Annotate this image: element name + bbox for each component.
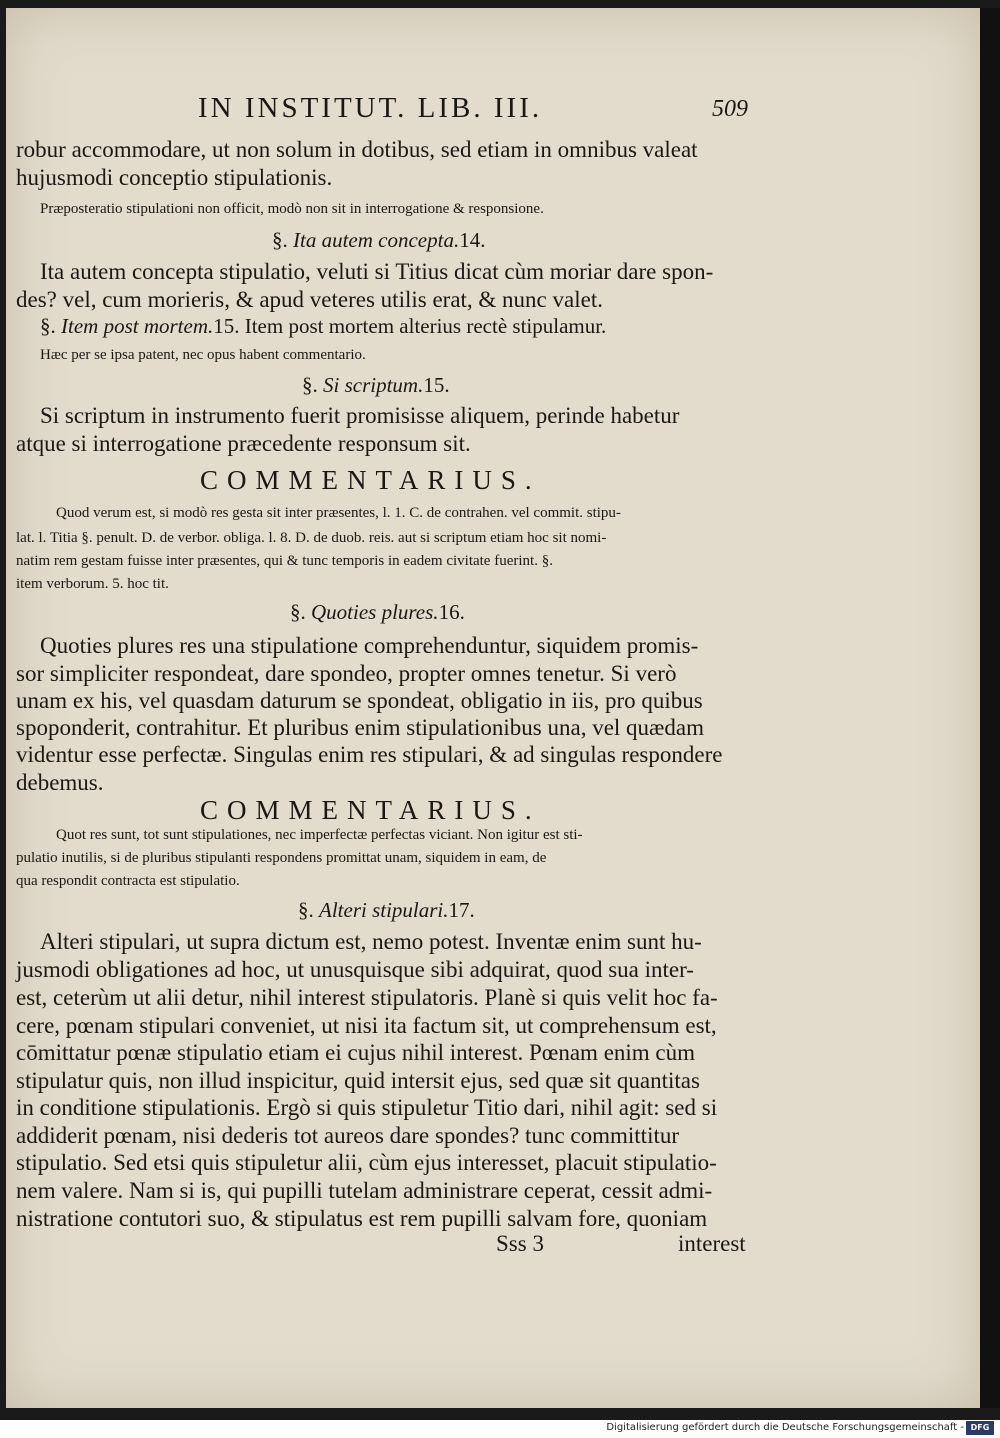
text-line: Alteri stipulari, ut supra dictum est, nemo potest. Inventæ enim sunt hu- xyxy=(40,929,702,954)
text-line: debemus. xyxy=(16,770,104,795)
section-heading: §. Quoties plures.16. xyxy=(290,600,465,624)
text-line: addiderit pœnam, nisi dederis tot aureos dare spondes? tunc committitur xyxy=(16,1123,680,1148)
dfg-logo: DFG xyxy=(966,1421,994,1435)
text-line: hujusmodi conceptio stipulationis. xyxy=(16,165,333,190)
running-title: IN INSTITUT. LIB. III. xyxy=(198,92,543,124)
text-line: unam ex his, vel quasdam daturum se spondeat, obligatio in iis, pro quibus xyxy=(16,688,703,713)
page-edge-shadow xyxy=(980,8,1000,1408)
section-heading: §. Alteri stipulari.17. xyxy=(298,898,475,922)
text-line: lat. l. Titia §. penult. D. de verbor. obliga. l. 8. D. de duob. reis. aut si scriptum etiam hoc sit nomi- xyxy=(16,530,607,546)
section-heading: §. Ita autem concepta.14. xyxy=(272,228,486,252)
funding-notice: Digitalisierung gefördert durch die Deutsche Forschungsgemeinschaft - xyxy=(606,1422,964,1433)
text-line: item verborum. 5. hoc tit. xyxy=(16,576,169,592)
text-line: Si scriptum in instrumento fuerit promisisse aliquem, perinde habetur xyxy=(40,403,680,428)
text-line: est, ceterùm ut alii detur, nihil interest stipulatoris. Planè si quis velit hoc fa- xyxy=(16,985,718,1010)
text-line: Quod verum est, si modò res gesta sit inter præsentes, l. 1. C. de contrahen. vel commit. stipu- xyxy=(56,505,621,521)
text-line: videntur esse perfectæ. Singulas enim res stipulari, & ad singulas respondere xyxy=(16,742,723,767)
text-line: nistratione contutori suo, & stipulatus est rem pupilli salvam fore, quoniam xyxy=(16,1206,708,1231)
text-line: atque si interrogatione præcedente responsum sit. xyxy=(16,431,471,456)
text-line: Quot res sunt, tot sunt stipulationes, nec imperfectæ perfectas viciant. Non igitur est sti- xyxy=(56,827,583,843)
catchword: interest xyxy=(678,1231,746,1256)
text-line: Ita autem concepta stipulatio, veluti si Titius dicat cùm moriar dare spon- xyxy=(40,259,714,284)
commentarius-heading: COMMENTARIUS. xyxy=(200,465,541,495)
text-line: stipulatur quis, non illud inspicitur, quid intersit ejus, sed quæ sit quantitas xyxy=(16,1068,700,1093)
commentarius-heading: COMMENTARIUS. xyxy=(200,795,541,825)
text-line: robur accommodare, ut non solum in dotibus, sed etiam in omnibus valeat xyxy=(16,137,698,162)
text-line: sor simpliciter respondeat, dare spondeo, propter omnes tenetur. Si verò xyxy=(16,661,677,686)
signature-mark: Sss 3 xyxy=(496,1231,544,1256)
text-line: pulatio inutilis, si de pluribus stipulanti respondens promittat unam, siquidem in eam, de xyxy=(16,850,547,866)
text-line: des? vel, cum morieris, & apud veteres utilis erat, & nunc valet. xyxy=(16,287,603,312)
text-line: jusmodi obligationes ad hoc, ut unusquisque sibi adquirat, quod sua inter- xyxy=(16,957,694,982)
text-line: cere, pœnam stipulari conveniet, ut nisi ita factum sit, ut comprehensum est, xyxy=(16,1013,717,1038)
text-line: stipulatio. Sed etsi quis stipuletur alii, cùm ejus interesset, placuit stipulatio- xyxy=(16,1150,717,1175)
text-line: Præposteratio stipulationi non officit, modò non sit in interrogatione & responsione. xyxy=(40,201,544,217)
text-line: spoponderit, contrahitur. Et pluribus enim stipulationibus una, vel quædam xyxy=(16,715,705,740)
text-line: natim rem gestam fuisse inter præsentes, qui & tunc temporis in eadem civitate fuerint. §. xyxy=(16,553,553,569)
section-heading: §. Si scriptum.15. xyxy=(302,373,450,397)
text-line: in conditione stipulationis. Ergò si quis stipuletur Titio dari, nihil agit: sed si xyxy=(16,1095,718,1120)
text-line: Hæc per se ipsa patent, nec opus habent commentario. xyxy=(40,347,366,363)
text-line: Quoties plures res una stipulatione comprehenduntur, siquidem promis- xyxy=(40,633,699,658)
section-heading: §. Item post mortem.15. Item post mortem alterius rectè stipulamur. xyxy=(40,314,607,338)
text-line: nem valere. Nam si is, qui pupilli tutelam administrare ceperat, cessit admi- xyxy=(16,1178,713,1203)
text-line: qua respondit contracta est stipulatio. xyxy=(16,873,240,889)
page-number: 509 xyxy=(712,96,748,122)
text-line: cōmittatur pœnæ stipulatio etiam ei cujus nihil interest. Pœnam enim cùm xyxy=(16,1040,696,1065)
